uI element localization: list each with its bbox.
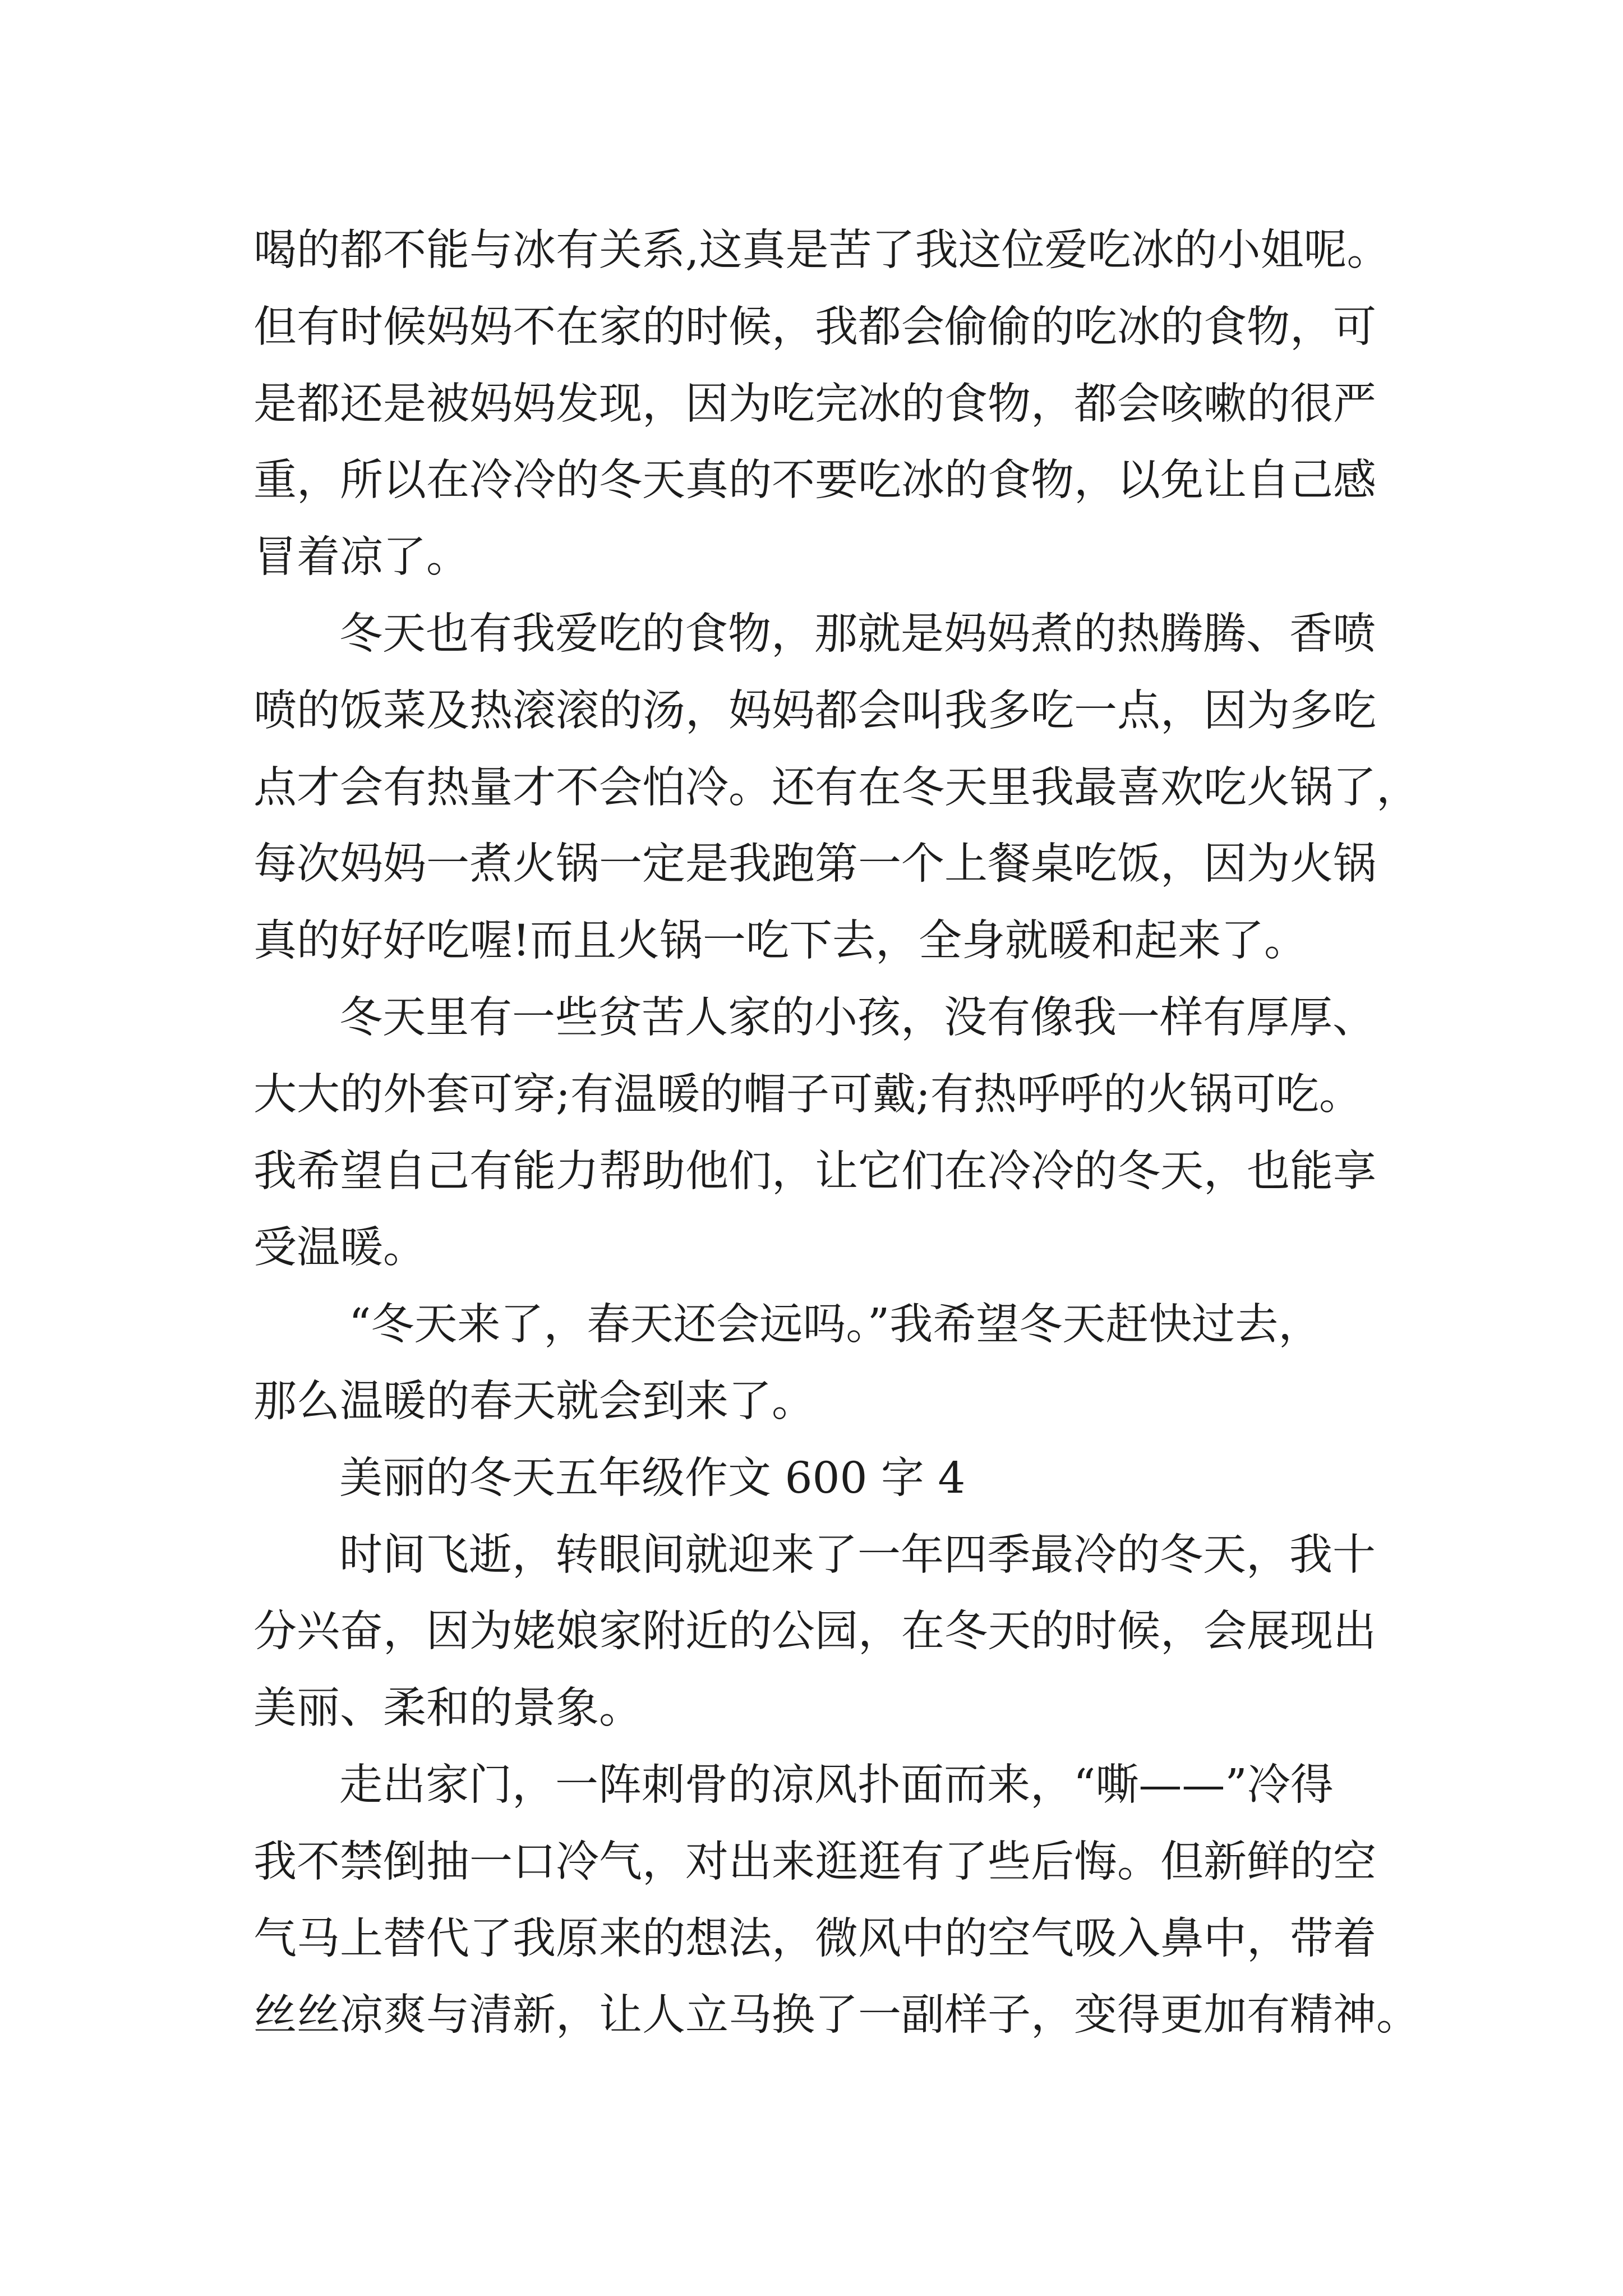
paragraph-line: 是都还是被妈妈发现，因为吃完冰的食物，都会咳嗽的很严 <box>253 379 1376 429</box>
paragraph <box>253 1747 1487 2054</box>
paragraph-line: “冬天来了，春天还会远吗。”我希望冬天赶快过去， <box>349 1300 1322 1350</box>
section-title: 美丽的冬天五年级作文 600 字 4 <box>339 1453 966 1503</box>
paragraph-line: 冬天也有我爱吃的食物，那就是妈妈煮的热腾腾、香喷 <box>339 609 1376 659</box>
paragraph-line: 气马上替代了我原来的想法，微风中的空气吸入鼻中，带着 <box>253 1913 1376 1964</box>
paragraph-line: 但有时候妈妈不在家的时候，我都会偷偷的吃冰的食物，可 <box>253 302 1376 352</box>
paragraph-line: 真的好好吃喔!而且火锅一吃下去，全身就暖和起来了。 <box>253 916 1307 967</box>
paragraph-line: 喷的饭菜及热滚滚的汤，妈妈都会叫我多吃一点，因为多吃 <box>253 685 1376 736</box>
paragraph-line: 那么温暖的春天就会到来了。 <box>253 1376 815 1427</box>
paragraph-line: 时间飞逝，转眼间就迎来了一年四季最冷的冬天，我十 <box>339 1530 1376 1580</box>
paragraph <box>253 1517 1487 1747</box>
paragraph-line: 重，所以在冷冷的冬天真的不要吃冰的食物，以免让自己感 <box>253 455 1376 506</box>
paragraph-line: 冬天里有一些贫苦人家的小孩，没有像我一样有厚厚、 <box>339 992 1376 1043</box>
paragraph-line: 大大的外套可穿;有温暖的帽子可戴;有热呼呼的火锅可吃。 <box>253 1069 1362 1120</box>
paragraph-line: 每次妈妈一煮火锅一定是我跑第一个上餐桌吃饭，因为火锅 <box>253 839 1376 890</box>
paragraph <box>253 596 1487 980</box>
paragraph-line: 点才会有热量才不会怕冷。还有在冬天里我最喜欢吃火锅了， <box>253 762 1419 813</box>
paragraph <box>253 1287 1487 1441</box>
paragraph-line: 我希望自己有能力帮助他们，让它们在冷冷的冬天，也能享 <box>253 1146 1376 1197</box>
paragraph-line: 受温暖。 <box>253 1223 426 1273</box>
paragraph-line: 丝丝凉爽与清新，让人立马换了一副样子，变得更加有精神。 <box>253 1990 1419 2041</box>
paragraph-line: 分兴奋，因为姥娘家附近的公园，在冬天的时候，会展现出 <box>253 1607 1376 1657</box>
paragraph-line: 冒着凉了。 <box>253 532 469 583</box>
paragraph-line: 走出家门，一阵刺骨的凉风扑面而来，“嘶——”冷得 <box>339 1760 1334 1810</box>
paragraph <box>253 213 1487 596</box>
document-body <box>253 213 1487 2054</box>
paragraph-line: 喝的都不能与冰有关系,这真是苦了我这位爱吃冰的小姐呢。 <box>253 226 1390 275</box>
paragraph-line: 我不禁倒抽一口冷气，对出来逛逛有了些后悔。但新鲜的空 <box>253 1837 1376 1887</box>
section-heading <box>253 1441 1487 1517</box>
paragraph <box>253 980 1487 1287</box>
paragraph-line: 美丽、柔和的景象。 <box>253 1683 642 1734</box>
